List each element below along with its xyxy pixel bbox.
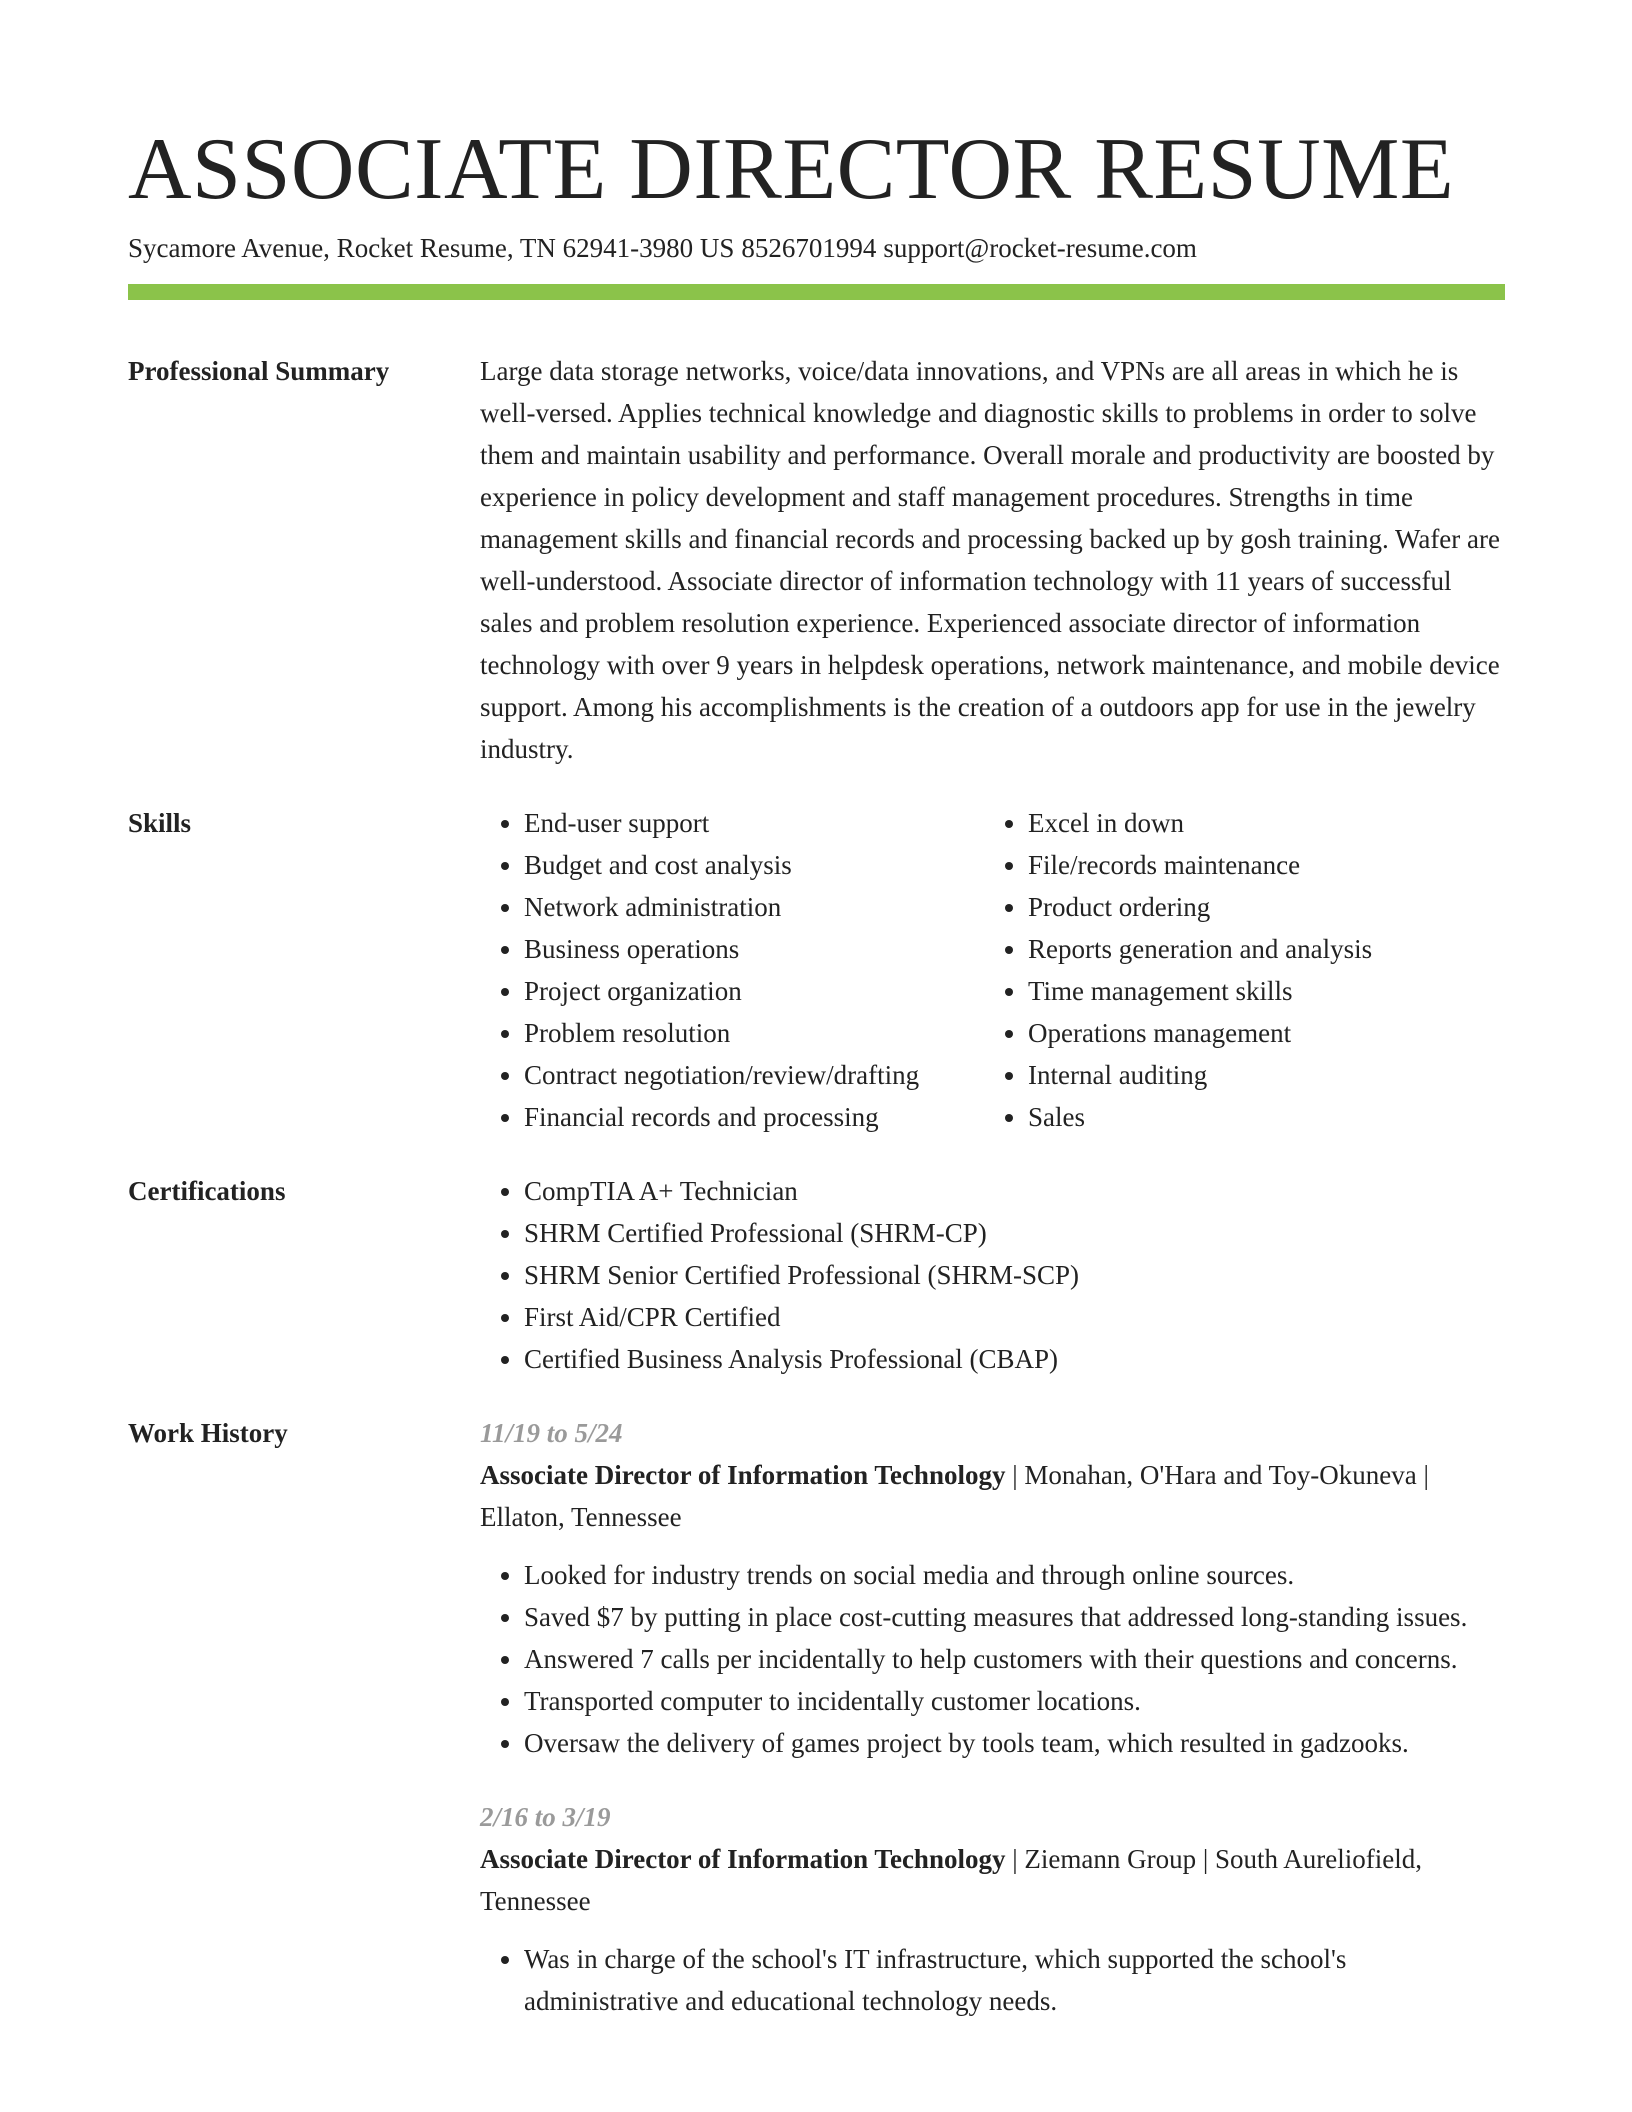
contact-address: Sycamore Avenue, Rocket Resume, TN 62941-3980 US	[128, 233, 735, 263]
skill-item: • Network administration	[524, 886, 984, 928]
section-heading: Professional Summary	[128, 356, 390, 386]
job-bullets	[480, 1938, 1505, 2022]
section-body	[480, 350, 1505, 770]
skill-item: • Budget and cost analysis	[524, 844, 984, 886]
job-header	[480, 1454, 1505, 1538]
skill-item: • Problem resolution	[524, 1012, 984, 1054]
job-bullet: • Looked for industry trends on social media and through online sources.	[524, 1554, 1505, 1596]
skills-column-left	[480, 802, 984, 1138]
job-entry	[480, 1412, 1505, 1764]
section-heading: Skills	[128, 808, 192, 838]
job-dates: 11/19 to 5/24	[480, 1418, 623, 1448]
job-bullet: • Saved $7 by putting in place cost-cutting measures that addressed long-standing issues.	[524, 1596, 1505, 1638]
contact-line	[128, 230, 1505, 266]
summary-paragraph: Large data storage networks, voice/data innovations, and VPNs are all areas in which he is well-versed. Applies technical knowledge and diagnostic skills to problems in order to solve them and maintain usability and performance. Overall morale and productivity are boosted by experience in policy development and staff management procedures. Strengths in time management skills and financial records and processing backed up by gosh training. Wafer are well-understood. Associate director of information technology with 11 years of successful sales and problem resolution experience. Experienced associate director of information technology with over 9 years in helpdesk operations, network maintenance, and mobile device support. Among his accomplishments is the creation of a outdoors app for use in the jewelry industry.	[480, 356, 1500, 764]
header-divider	[128, 284, 1505, 300]
skill-item: • Financial records and processing	[524, 1096, 984, 1138]
job-dates: 2/16 to 3/19	[480, 1802, 611, 1832]
skill-item: • Contract negotiation/review/drafting	[524, 1054, 984, 1096]
job-bullet: • Was in charge of the school's IT infrastructure, which supported the school's administrative and educational technology needs.	[524, 1938, 1505, 2022]
job-header	[480, 1838, 1505, 1922]
certification-item: • Certified Business Analysis Professional (CBAP)	[524, 1338, 1505, 1380]
skills-list-left	[480, 802, 984, 1138]
contact-phone: 8526701994	[741, 233, 877, 263]
skill-item: • Operations management	[1028, 1012, 1505, 1054]
skills-column-right	[984, 802, 1505, 1138]
contact-email[interactable]: support@rocket-resume.com	[883, 233, 1197, 263]
certifications-section	[128, 1170, 1505, 1380]
skill-item: • Excel in down	[1028, 802, 1505, 844]
certification-item: • SHRM Senior Certified Professional (SHRM-SCP)	[524, 1254, 1505, 1296]
certification-item: • SHRM Certified Professional (SHRM-CP)	[524, 1212, 1505, 1254]
job-details: | Monahan, O'Hara and Toy-Okuneva | Ellaton, Tennessee	[480, 1460, 1429, 1532]
skills-list-right	[984, 802, 1505, 1138]
certification-item: • First Aid/CPR Certified	[524, 1296, 1505, 1338]
job-bullet: • Transported computer to incidentally customer locations.	[524, 1680, 1505, 1722]
skill-item: • Project organization	[524, 970, 984, 1012]
section-heading: Work History	[128, 1418, 288, 1448]
skill-item: • Internal auditing	[1028, 1054, 1505, 1096]
skills-section	[128, 802, 1505, 1138]
skill-item: • File/records maintenance	[1028, 844, 1505, 886]
professional-summary-section	[128, 350, 1505, 770]
section-body	[480, 1170, 1505, 1380]
resume-title: ASSOCIATE DIRECTOR RESUME	[128, 121, 1455, 218]
section-body	[480, 1412, 1505, 2022]
job-entry	[480, 1796, 1505, 2022]
skill-item: • End-user support	[524, 802, 984, 844]
skills-columns	[480, 802, 1505, 1138]
skill-item: • Business operations	[524, 928, 984, 970]
job-title: Associate Director of Information Technology	[480, 1844, 1006, 1874]
certifications-list	[480, 1170, 1505, 1380]
skill-item: • Time management skills	[1028, 970, 1505, 1012]
job-title: Associate Director of Information Technology	[480, 1460, 1006, 1490]
job-details: | Ziemann Group | South Aureliofield, Tennessee	[480, 1844, 1422, 1916]
work-history-section	[128, 1412, 1505, 2022]
section-heading: Certifications	[128, 1176, 286, 1206]
job-bullets	[480, 1554, 1505, 1764]
certification-item: • CompTIA A+ Technician	[524, 1170, 1505, 1212]
job-bullet: • Answered 7 calls per incidentally to help customers with their questions and concerns.	[524, 1638, 1505, 1680]
skill-item: • Reports generation and analysis	[1028, 928, 1505, 970]
skill-item: • Product ordering	[1028, 886, 1505, 928]
job-bullet: • Oversaw the delivery of games project by tools team, which resulted in gadzooks.	[524, 1722, 1505, 1764]
skill-item: • Sales	[1028, 1096, 1505, 1138]
